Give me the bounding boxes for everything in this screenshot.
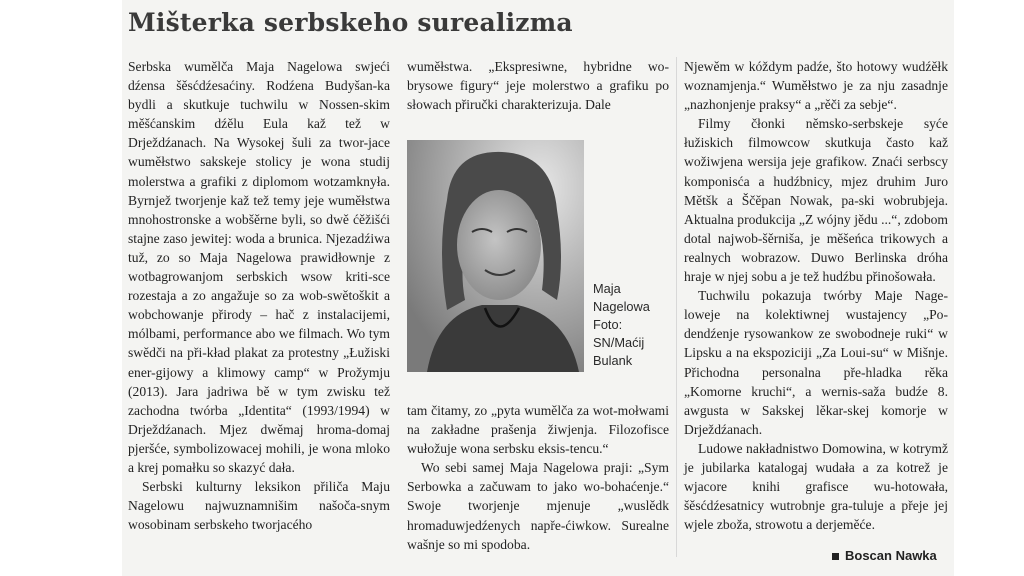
author-name: Boscan Nawka <box>845 548 937 563</box>
caption-credit-line: SN/Maćij <box>593 335 645 350</box>
column-2-bottom <box>407 401 669 554</box>
column-1-paragraph: Serbski kulturny leksikon přiliča Maju Nagelowu najwuznamnišim našoča-snym wosobinam serbskeho tworjacého <box>128 479 390 533</box>
square-bullet-icon <box>832 553 839 560</box>
column-2-paragraph: Wo sebi samej Maja Nagelowa praji: „Sym Serbowka a začuwam to jako wo-bohaćenje.“ Swoje tworjenje mjenuje „wuslědk hromaduwjedźenych napře-ćiwkow. Surealne wašnje so mi spodoba. <box>407 460 669 552</box>
author-byline <box>832 548 937 563</box>
column-2-top: wuměłstwa. „Ekspresiwne, hybridne wo-brysowe figury“ jeje molerstwo a grafiku po słowach přiručki charakterizuja. Dale <box>407 59 669 113</box>
column-3-paragraph: Njewěm w kóždym padźe, što hotowy wudźěłk woznamjenja.“ Wuměłstwo je za nju zasadnje „nazhonjenje praksy“ a „rěči za sebje“. <box>684 59 948 113</box>
caption-name-line: Nagelowa <box>593 299 650 314</box>
column-divider <box>676 57 677 557</box>
article-title: Mišterka serbskeho surealizma <box>128 8 573 37</box>
column-1 <box>128 57 390 534</box>
column-3 <box>684 57 948 534</box>
column-3-paragraph: Ludowe nakładnistwo Domowina, w kotrymž je jubilarka katalogaj wudała a za kotrež je wjacore knihi grafisce wu-hotowała, šěsćdźesatnicy wutrobnje gra-tuluje a přeje jej wjele zboža, strowotu a derjeměće. <box>684 440 948 533</box>
column-2-paragraph: tam čitamy, zo „pyta wumělča za wot-mołwami na zakładne prašenja žiwjenja. Filozofisce wułožuje wona serbsku eksis-tencu.“ <box>407 403 669 457</box>
column-1-paragraph: Serbska wumělča Maja Nagelowa swjeći dźensa šěsćdźesaćiny. Rodźena Budyšan-ka bydli a skutkuje tuchwilu w Nossen-skim měšćanskim dźělu Eula kaž tež w Drježdźanach. Na Wysokej šuli za twor-jace wuměłstwo sakskeje stolicy je wona studij molerstwa a grafiki z diplomom wotzamknyła. Byrnjež tworjenje kaž tež temy jeje wuměłstwa mnohostronske a wobšěrne byli, so dwě ćěžišći stajne zaso jewitej: woda a brunica. Njezadźiwa tuž, zo so Maja Nagelowa prawidłownje z wotbagrowanjom serbskich wsow kriti-sce rozestaja a zo angažuje so za wob-swětoškit a wobchowanje přirody – hač z instalacijemi, mólbami, performance abo we filmach. Wo tym swědči na při-kład plakat za protestny „Łužiski ener-gijowy a klimowy camp“ w Prožymju (2013). Jara jadriwa bě w tym zwisku tež zachodna twórba „Identita“ (1993/1994) w Drježdźanach. Mjez dwěmaj hroma-domaj pjeršće, symbolizowacej mohili, je wona mloko a krej pomałku so skazyć dała. <box>128 59 390 475</box>
caption-name-line: Maja <box>593 281 621 296</box>
portrait-image <box>407 140 584 372</box>
column-3-paragraph: Filmy čłonki němsko-serbskeje syće łužiskich filmowcow skutkuja často kaž wožiwjena wersija jeje grafikow. Znaći serbscy komponisća a hudźbnicy, mjez druhim Juro Mětšk a Ščěpan Nowak, pa-ski wobrubjeja. Aktualna produkcija „Z wójny jědu ...“, zdobom dotal najwob-šěrniša, je měšeńca trikowych a realnych wobrazow. Duwo Berlinska dróha hraje w njej sobu a je tež hudźbu přinošowała. <box>684 116 948 285</box>
portrait-photo <box>407 140 584 372</box>
caption-credit-line: Foto: <box>593 317 623 332</box>
photo-caption <box>593 280 650 370</box>
column-3-paragraph: Tuchwilu pokazuja twórby Maje Nage-loweje na kolektiwnej wustajency „Po-dendźenje rysowankow ze swobodneje ruki“ w Lipsku a na ekspoziciji „Za Loui-su“ w Mišnje. Přichodna personalna pře-hladka rěka „Komorne kruchi“, a wernis-saža budźe 8. awgusta w Sakskej lěkar-skej komorje w Drježdźanach. <box>684 288 948 437</box>
caption-credit-line: Bulank <box>593 353 633 368</box>
